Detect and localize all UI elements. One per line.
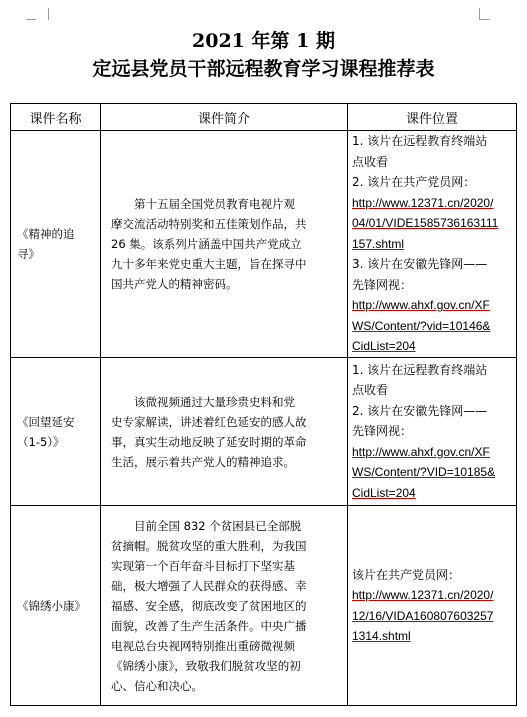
intro-line: 生活，展示着共产党人的精神追求。 (111, 454, 295, 469)
location-line: 先锋网视： (352, 277, 413, 292)
corner-mark-top-left (36, 8, 49, 20)
course-name-cell (11, 131, 101, 358)
location-link[interactable]: WS/Content/?vid=10146& (352, 318, 491, 333)
location-line: 2. 该片在共产党员网： (352, 175, 476, 190)
location-line: 2. 该片在安徽先锋网—— (352, 403, 488, 418)
course-name-line: 寻》 (17, 247, 40, 261)
location-line: 先锋网视： (352, 424, 413, 439)
intro-line: 该微视频通过大量珍贵史料和党 (134, 394, 295, 409)
location-link[interactable]: http://www.ahxf.gov.cn/XF (352, 298, 490, 313)
intro-line: 国共产党人的精神密码。 (111, 277, 238, 291)
intro-line: 贫摘帽。脱贫攻坚的重大胜利，为我国 (111, 538, 307, 553)
intro-line: 九十多年来党史重大主题，旨在探寻中 (111, 257, 307, 271)
location-link[interactable]: CidList=204 (352, 485, 416, 500)
intro-line: 史专家解读，讲述着红色延安的感人故 (111, 414, 307, 429)
course-location-cell (348, 506, 517, 706)
course-name-cell (11, 358, 101, 506)
course-name-line: （1-5）》 (17, 434, 65, 449)
header-course-location: 课件位置 (348, 104, 517, 131)
location-line: 3. 该片在安徽先锋网—— (352, 257, 488, 272)
header-course-intro: 课件简介 (101, 104, 348, 131)
table-row (11, 131, 517, 358)
location-link[interactable]: http://www.12371.cn/2020/ (352, 195, 494, 210)
course-table (10, 103, 517, 706)
intro-line: 面貌，改善了生产生活条件。中央广播 (111, 618, 307, 633)
table-row (11, 506, 517, 706)
intro-line: 实现第一个百年奋斗目标打下坚实基 (111, 558, 295, 573)
course-intro-cell (101, 131, 348, 358)
location-line: 1. 该片在远程教育终端站 (352, 362, 488, 377)
document-title-issue: 2021 年第 1 期 (192, 30, 335, 52)
course-intro-cell (101, 358, 348, 506)
location-line: 1. 该片在远程教育终端站 (352, 134, 488, 149)
location-link[interactable]: WS/Content/?VID=10185& (352, 465, 496, 480)
location-line: 点收看 (352, 154, 389, 169)
intro-line: 福感、安全感，彻底改变了贫困地区的 (111, 598, 307, 613)
location-link[interactable]: 04/01/VIDE1585736163111 (352, 216, 499, 231)
intro-line: 电视总台央视网特别推出重磅微视频 (111, 638, 295, 653)
intro-line: 26 集。该系列片涵盖中国共产党成立 (111, 237, 302, 251)
location-link[interactable]: http://www.12371.cn/2020/ (352, 588, 494, 602)
location-link[interactable]: http://www.ahxf.gov.cn/XF (352, 444, 490, 459)
document-title: 定远县党员干部远程教育学习课程推荐表 (92, 58, 435, 80)
intro-line: 础，极大增强了人民群众的获得感、幸 (111, 578, 307, 593)
intro-line: 《锦绣小康》，致敬我们脱贫攻坚的初 (111, 658, 301, 673)
corner-mark-top-left-h (26, 19, 36, 20)
location-line: 点收看 (352, 383, 389, 398)
intro-line: 摩交流活动特别奖和五佳策划作品，共 (111, 217, 307, 231)
course-name-line: 《精神的追 (17, 227, 75, 241)
course-name-line: 《锦绣小康》 (17, 598, 86, 613)
header-course-name: 课件名称 (11, 104, 101, 131)
course-name-line: 《回望延安 (17, 414, 75, 429)
corner-mark-top-right-h (480, 19, 490, 20)
intro-line: 目前全国 832 个贫困县已全部脱 (134, 518, 302, 533)
location-link[interactable]: CidList=204 (352, 339, 416, 354)
course-location-cell (348, 131, 517, 358)
course-name-cell (11, 506, 101, 706)
location-link[interactable]: 157.shtml (352, 236, 405, 251)
table-header-row (11, 104, 517, 131)
location-line: 该片在共产党员网： (352, 567, 461, 582)
course-intro-cell (101, 506, 348, 706)
location-link[interactable]: 12/16/VIDA160807603257 (352, 608, 494, 623)
location-link[interactable]: 1314.shtml (352, 629, 411, 643)
intro-line: 事，真实生动地反映了延安时期的革命 (111, 434, 307, 449)
intro-line: 心、信心和决心。 (111, 678, 203, 693)
table-row (11, 358, 517, 506)
course-location-cell (348, 358, 517, 506)
intro-line: 第十五届全国党员教育电视片观 (134, 197, 295, 211)
